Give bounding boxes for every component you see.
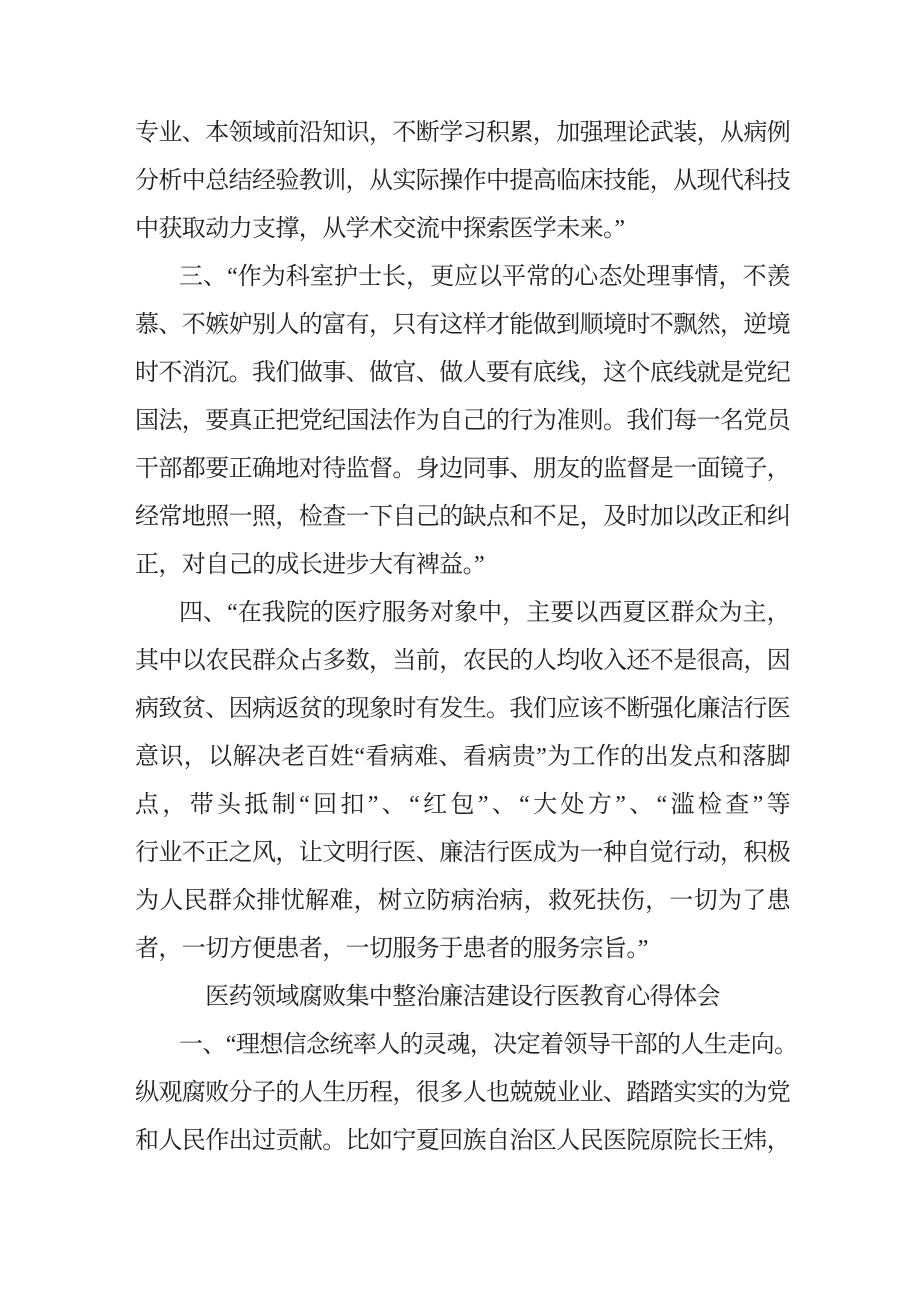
text-line: 一、“理想信念统率人的灵魂，决定着领导干部的人生走向。 [179,1032,798,1058]
text-line: 干部都要正确地对待监督。身边同事、朋友的监督是一面镜子， [135,456,791,482]
text-line: 者，一切方便患者，一切服务于患者的服务宗旨。” [135,936,648,962]
paragraph [135,109,790,253]
paragraph [135,253,790,589]
text-line: 意识，以解决老百姓“看病难、看病贵”为工作的出发点和落脚 [135,744,790,770]
text-line: 和人民作出过贡献。比如宁夏回族自治区人民医院原院长王炜， [135,1128,791,1154]
text-line: 四、“在我院的医疗服务对象中，主要以西夏区群众为主， [179,600,790,626]
paragraph [135,589,790,973]
text-line: 为人民群众排忧解难，树立防病治病，救死扶伤，一切为了患 [135,888,790,914]
text-line: 行业不正之风，让文明行医、廉洁行医成为一种自觉行动，积极 [135,840,791,866]
text-line: 病致贫、因病返贫的现象时有发生。我们应该不断强化廉洁行医 [135,696,791,722]
section-heading [135,973,790,1021]
text-line: 时不消沉。我们做事、做官、做人要有底线，这个底线就是党纪 [135,360,791,386]
paragraph [135,1021,798,1165]
document-text-block [135,109,798,1165]
text-line: 纵观腐败分子的人生历程，很多人也兢兢业业、踏踏实实的为党 [135,1080,791,1106]
text-line: 正，对自己的成长进步大有裨益。” [135,552,485,578]
text-line: 经常地照一照，检查一下自己的缺点和不足，及时加以改正和纠 [135,504,791,530]
text-line: 点，带头抵制“回扣”、“红包”、“大处方”、“滥检查”等 [135,792,790,818]
heading-line: 医药领域腐败集中整治廉洁建设行医教育心得体会 [205,984,720,1010]
text-line: 中获取动力支撑，从学术交流中探索医学未来。” [135,216,625,242]
text-line: 其中以农民群众占多数，当前，农民的人均收入还不是很高，因 [135,648,791,674]
text-line: 慕、不嫉妒别人的富有，只有这样才能做到顺境时不飘然，逆境 [135,312,791,338]
text-line: 国法，要真正把党纪国法作为自己的行为准则。我们每一名党员 [135,408,791,434]
text-line: 三、“作为科室护士长，更应以平常的心态处理事情，不羡 [179,264,790,290]
text-line: 分析中总结经验教训，从实际操作中提高临床技能，从现代科技 [135,168,791,194]
text-line: 专业、本领域前沿知识，不断学习积累，加强理论武装，从病例 [135,120,791,146]
